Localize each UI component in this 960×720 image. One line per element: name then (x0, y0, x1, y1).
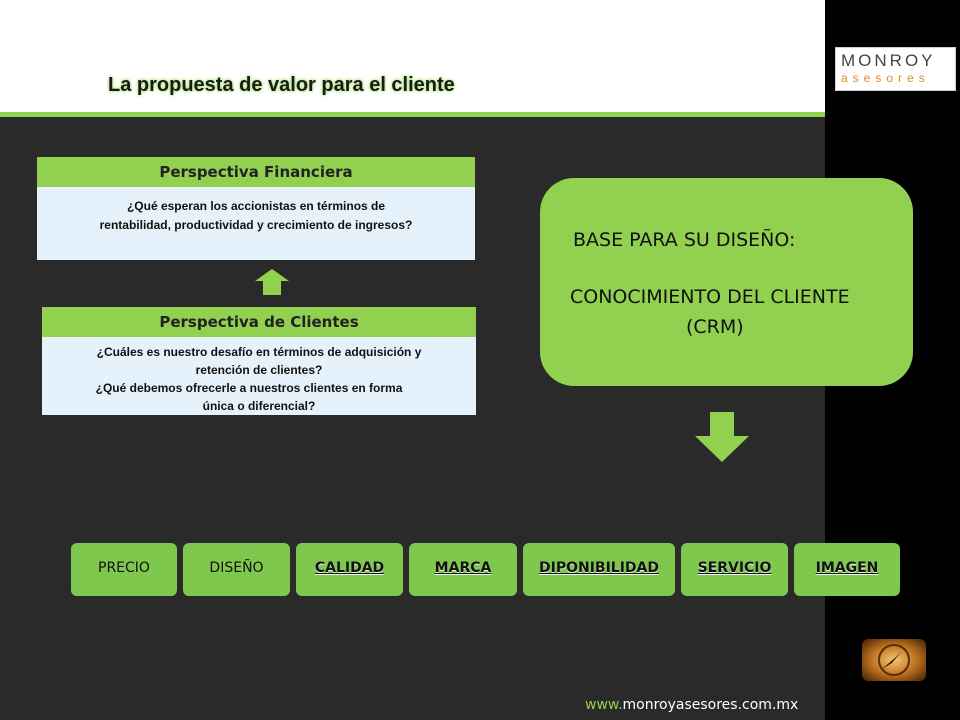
base-line-1: BASE PARA SU DISEÑO: (573, 229, 796, 251)
clients-perspective-header: Perspectiva de Clientes (42, 307, 476, 337)
base-design-box (540, 178, 913, 386)
base-line-2: CONOCIMIENTO DEL CLIENTE (570, 286, 850, 308)
compass-icon (862, 639, 926, 681)
attribute-servicio: SERVICIO (681, 543, 788, 596)
url-prefix: www. (585, 697, 623, 713)
compass-needle (862, 639, 926, 681)
financial-perspective-body (37, 187, 475, 260)
financial-line-1: ¿Qué esperan los accionistas en términos de (126, 199, 386, 213)
base-line-3: (CRM) (686, 316, 744, 338)
financial-line-2: rentabilidad, productividad y crecimiento de ingresos? (99, 218, 413, 232)
attribute-disponibilidad: DIPONIBILIDAD (523, 543, 675, 596)
attribute-precio: PRECIO (71, 543, 177, 596)
clients-line-2: retención de clientes? (195, 363, 323, 377)
company-logo (835, 47, 956, 91)
header-divider (0, 112, 825, 117)
attribute-calidad: CALIDAD (296, 543, 403, 596)
attribute-imagen: IMAGEN (794, 543, 900, 596)
logo-bottom-text: asesores (841, 71, 930, 85)
logo-top-text: MONROY (841, 51, 936, 70)
website-url[interactable] (585, 697, 798, 713)
clients-line-1: ¿Cuáles es nuestro desafío en términos de adquisición y (96, 345, 422, 359)
financial-perspective-header: Perspectiva Financiera (37, 157, 475, 187)
clients-line-4: única o diferencial? (202, 399, 316, 413)
down-arrow-icon (694, 411, 750, 463)
clients-perspective-body (42, 337, 476, 415)
attribute-diseno: DISEÑO (183, 543, 290, 596)
clients-line-3: ¿Qué debemos ofrecerle a nuestros clientes en forma (95, 381, 403, 395)
up-arrow-icon (254, 268, 290, 296)
url-domain: monroyasesores.com.mx (622, 697, 799, 713)
page-title: La propuesta de valor para el cliente (108, 74, 455, 96)
attribute-marca: MARCA (409, 543, 517, 596)
